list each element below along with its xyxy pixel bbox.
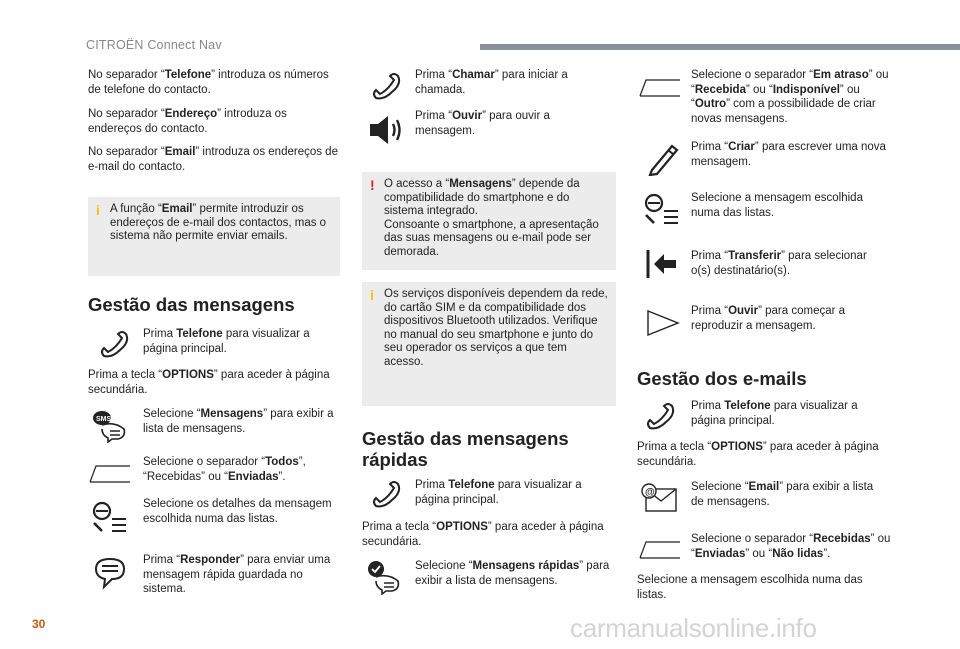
- tab-separator-icon: [638, 70, 682, 106]
- pencil-icon: [642, 140, 682, 176]
- call-handset-icon: [368, 68, 408, 104]
- page-number: 30: [32, 617, 46, 631]
- transfer-text: Prima “Transferir” para selecionar o(s) destinatário(s).: [691, 250, 867, 277]
- warning-note-messages: ! O acesso a “Mensagens” depende da compatibilidade do smartphone e do sistema integrado. Consoante o smartphone, a apresentação das suas mensagens ou e-mail pode ser demorada.: [362, 172, 616, 270]
- phone-instruction-text-2: Prima Telefone para visualizar a página principal.: [415, 479, 582, 506]
- play-icon: [642, 305, 682, 341]
- phone-handset-icon: [96, 326, 136, 362]
- speaker-icon: [366, 112, 406, 148]
- listen-text: Prima “Ouvir” para ouvir a mensagem.: [415, 110, 550, 137]
- tab-separator-icon: [88, 456, 132, 492]
- manual-title: CITROËN Connect Nav: [86, 38, 222, 52]
- call-text: Prima “Chamar” para iniciar a chamada.: [415, 69, 568, 96]
- quick-message-icon: [364, 559, 404, 595]
- info-marker-icon: i: [96, 202, 100, 218]
- select-received-text: Selecione o separador “Recebidas” ou “Enviadas” ou “Não lidas”.: [691, 533, 891, 560]
- svg-text:@: @: [645, 487, 655, 498]
- email-envelope-icon: [640, 481, 680, 517]
- heading-quick-messages: Gestão das mensagens rápidas: [362, 428, 569, 470]
- select-email-text: Selecione “Email” para exibir a lista de mensagens.: [691, 481, 874, 508]
- tab-telefone-paragraph: No separador “Telefone” introduza os números de telefone do contacto.: [88, 69, 329, 96]
- details-list-icon: [90, 499, 130, 535]
- warning-marker-icon: !: [370, 177, 375, 193]
- svg-text:SMS: SMS: [96, 416, 112, 423]
- watermark: carmanualsonline.info: [570, 613, 817, 643]
- select-tab-text: Selecione o separador “Todos”, “Recebidas” ou “Enviadas”.: [143, 456, 306, 483]
- phone-handset-icon: [368, 476, 408, 512]
- reply-text: Prima “Responder” para enviar uma mensagem rápida guardada no sistema.: [143, 554, 331, 595]
- select-message-text: Selecione a mensagem escolhida numa das listas.: [691, 192, 863, 219]
- select-separator-text: Selecione o separador “Em atraso” ou “Recebida” ou “Indisponível” ou “Outro” com a possibilidade de criar novas mensagens.: [691, 69, 889, 125]
- details-list-icon: [642, 191, 682, 227]
- select-chosen-message-text: Selecione a mensagem escolhida numa das listas.: [637, 574, 863, 601]
- options-paragraph: Prima a tecla “OPTIONS” para aceder à página secundária.: [88, 369, 330, 396]
- header-bar: [480, 44, 960, 50]
- tab-separator-icon: [638, 532, 682, 568]
- info-marker-icon: i: [370, 287, 374, 303]
- select-messages-text: Selecione “Mensagens” para exibir a lista de mensagens.: [143, 408, 334, 435]
- options-paragraph-2: Prima a tecla “OPTIONS” para aceder à página secundária.: [362, 521, 604, 548]
- listen-reproduce-text: Prima “Ouvir” para começar a reproduzir a mensagem.: [691, 305, 846, 332]
- phone-instruction-text-3: Prima Telefone para visualizar a página principal.: [691, 400, 858, 427]
- info-note-email: i A função “Email” permite introduzir os endereços de e-mail dos contactos, mas o sistema não permite enviar emails.: [88, 197, 340, 276]
- select-quick-messages-text: Selecione “Mensagens rápidas” para exibir a lista de mensagens.: [415, 560, 610, 587]
- info-note-services: i Os serviços disponíveis dependem da rede, do cartão SIM e da compatibilidade dos dispositivos Bluetooth utilizados. Verifique no manual do seu smartphone e junto do seu operador os serviços a que tem acesso.: [362, 282, 616, 406]
- create-text: Prima “Criar” para escrever uma nova mensagem.: [691, 141, 886, 168]
- forward-arrow-icon: [642, 246, 682, 282]
- heading-message-management: Gestão das mensagens: [88, 294, 295, 315]
- tab-email-paragraph: No separador “Email” introduza os endereços de e-mail do contacto.: [88, 146, 338, 173]
- options-paragraph-3: Prima a tecla “OPTIONS” para aceder à página secundária.: [637, 441, 879, 468]
- phone-handset-icon: [642, 398, 682, 434]
- heading-email-management: Gestão dos e-mails: [637, 368, 807, 389]
- select-details-text: Selecione os detalhes da mensagem escolhida numa das listas.: [143, 498, 332, 525]
- tab-endereco-paragraph: No separador “Endereço” introduza os endereços do contacto.: [88, 108, 287, 135]
- phone-instruction-text: Prima Telefone para visualizar a página principal.: [143, 328, 310, 355]
- sms-messages-icon: [90, 407, 130, 443]
- reply-bubble-icon: [90, 555, 130, 591]
